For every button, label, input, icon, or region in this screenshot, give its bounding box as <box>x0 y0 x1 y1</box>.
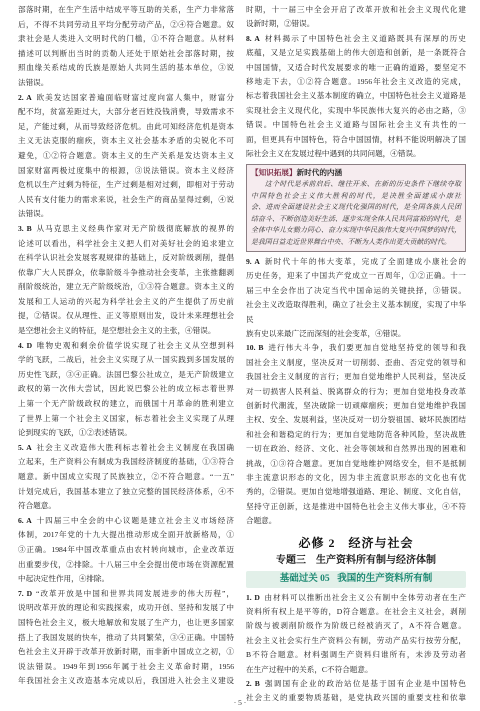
text-line: 届三中全会作出了决定当代中国命运的关键抉择，③错误。 <box>246 285 466 295</box>
answer-text: “改革开放是中国和世界共同发展进步的伟大历程”， <box>35 588 234 598</box>
text-line: 危机以生产过剩为特征，生产过剩是相对过剩，即相对于劳动 <box>18 180 234 190</box>
answers-top <box>246 3 466 161</box>
text-line: 题意。新中国成立实现了民族独立，②不符合题意。“一五” <box>18 472 234 481</box>
answers-bottom <box>246 591 466 706</box>
answer-item <box>246 341 466 528</box>
answer-label: 4. D <box>18 340 33 350</box>
answer-label: 5. A <box>18 442 32 452</box>
text-line: 描述可以判断出当时的贡勒人还处于原始社会部落时期，按 <box>18 48 234 58</box>
text-line: ③正确。1984年中国改革重点由农村转向城市，企业改革迈 <box>18 544 234 554</box>
knowledge-box-line: 会、进而全面建设社会主义现代化强国的时代，是全国各族人民团 <box>251 204 461 212</box>
text-line: 说法错误。1949年到1956年属于社会主义革命时期，1956 <box>18 661 234 671</box>
answer-item <box>18 587 234 689</box>
knowledge-box-body <box>251 179 461 247</box>
knowledge-box-line: 中国特色社会主义伟大胜利的时代，是决胜全面建成小康社 <box>251 192 461 200</box>
answer-label: 3. B <box>18 223 32 233</box>
text-line <box>18 441 234 456</box>
knowledge-box-line: 结奋斗、不断创造美好生活、逐步实现全体人民共同富裕的时代，是 <box>251 215 461 223</box>
text-line: 年我国社会主义改造基本完成以后，我国进入社会主义建设 <box>18 676 234 686</box>
text-line: 标志着我国社会主义基本制度的确立，中国特色社会主义道路是 <box>246 91 466 101</box>
text-line: 搭上了我国发展的快车，推动了共同繁荣，③④正确。中国特 <box>18 632 234 642</box>
text-line: 提，②错误。仅从理性、正义等原则出发，设计未来理想社会 <box>18 311 234 321</box>
text-line <box>246 677 466 691</box>
text-line: 在科学认识社会发展客观规律的基础上，反对阶级剥削，提倡 <box>18 253 234 263</box>
text-line: 国特色社会主义，极大地解放和发展了生产力，也让更多国家 <box>18 617 234 627</box>
answer-item-continued <box>246 3 466 32</box>
text-line: 色社会主义开辟于改革开放新时期，而非新中国成立之初，① <box>18 647 234 657</box>
answer-label: 2. B <box>246 679 260 689</box>
text-line: 秀的，②错误。更加自觉地增强道路、理论、制度、文化自信， <box>246 487 466 497</box>
answer-label: 7. D <box>18 588 33 598</box>
knowledge-box-line: 是我国日益走近世界舞台中央、不断为人类作出更大贡献的时代。 <box>251 238 451 246</box>
knowledge-box-tag: 【知识拓展】 <box>251 168 297 178</box>
text-line: 阶级与被剥削阶级作为阶级已经被消灭了，A不符合题意。 <box>246 621 466 631</box>
text-line: 计划完成后，我国基本建立了独立完整的国民经济体系，④不 <box>18 486 234 496</box>
answer-item <box>18 339 234 441</box>
text-line: 部落时期，在生产生活中结成平等互助的关系，生产力非常落 <box>18 5 234 14</box>
text-line: 坚持守正创新，这是推进中国特色社会主义伟大事业，④不符 <box>246 501 466 511</box>
answer-item <box>246 255 466 341</box>
text-line: 中起决定性作用，④排除。 <box>18 574 110 584</box>
answer-text: 由材料可以推断出社会主义公有制中全体劳动者在生产 <box>263 592 467 602</box>
text-line: 说明改革开放的理论和实践探索，成功开创、坚持和发展了中 <box>18 603 234 613</box>
answers-middle <box>246 255 466 529</box>
section-heading <box>246 571 466 588</box>
text-line: 设新时期，②错误。 <box>246 19 315 29</box>
text-line: 在生产过程中的关系，C不符合题意。 <box>246 664 373 674</box>
text-line: 配不均，贫富差距过大，大部分老百姓没钱消费，导致需求不 <box>18 107 234 117</box>
answer-item <box>18 91 234 222</box>
text-line: 国家财富两极过度集中的根源，③说法错误。资本主义经济 <box>18 165 234 175</box>
text-line: B不符合题意。材料强调生产资料归谁所有，未涉及劳动者 <box>246 650 466 660</box>
text-line: 历史性飞跃，③④正确。法国巴黎公社成立，是无产阶级建立 <box>18 369 234 379</box>
text-line: 学的飞跃，二战后，社会主义实现了从一国实践到多国发展的 <box>18 355 234 365</box>
text-line: 法错误。 <box>18 209 49 219</box>
text-line <box>18 514 234 529</box>
text-line: 社会主义社会实行生产资料公有制，劳动产品实行按劳分配， <box>246 635 466 645</box>
text-line <box>18 222 234 237</box>
knowledge-box-line: 全体中华儿女勠力同心、奋力实现中华民族伟大复兴中国梦的时代， <box>251 227 461 235</box>
answer-text: 新时代十年的伟大变革，完成了全面建成小康社会的 <box>263 256 466 266</box>
text-line: 际社会主义在发展过程中遇到的共同问题，④错误。 <box>246 149 421 159</box>
text-line: 一切在政治、经济、文化、社会等领域和自然界出现的困难和 <box>246 444 466 454</box>
text-line: 和社会和谐稳定的行为；更加自觉地防范各种风险，坚决战胜 <box>246 429 466 439</box>
answer-text: 欧美发达国家普遍面临财富过度向富人集中，财富分 <box>35 92 234 102</box>
text-line: 立起来，生产资料公有制成为我国经济制度的基础，①③符合 <box>18 457 234 467</box>
left-column <box>18 3 234 689</box>
text-line: 法错误。 <box>18 77 49 87</box>
answer-text: 从马克思主义经典作家对无产阶级彻底解放的视界的 <box>35 223 234 233</box>
knowledge-box-header <box>251 167 461 179</box>
text-line: 主义无法克服的痼疾，资本主义社会基本矛盾的尖锐化不可 <box>18 136 234 146</box>
text-line: 论到现实的飞跃，①②表述错误。 <box>18 428 132 438</box>
text-line: 足，产能过剩，从而导致经济危机。由此可知经济危机是资本 <box>18 121 234 131</box>
answer-text: 进行伟大斗争，我们要更加自觉地坚持党的领导和我 <box>267 343 466 353</box>
text-line: 创新时代潮流，坚决破除一切顽瘴痼疾；更加自觉地维护我国 <box>246 400 466 410</box>
section-title: 我国的生产资料所有制 <box>337 573 433 584</box>
text-line: 挑战，①③符合题意。更加自觉地维护网络安全，但不是抵制 <box>246 458 466 468</box>
answer-text: 材料揭示了中国特色社会主义道路既具有深厚的历史 <box>263 33 466 43</box>
text-line: 主权、安全、发展利益，坚决反对一切分裂祖国、破坏民族团结 <box>246 415 466 425</box>
text-line: 论述可以看出，科学社会主义把人们对美好社会的追求建立 <box>18 238 234 248</box>
text-line: 合题意。 <box>246 516 277 526</box>
text-line: 出重要步伐，②排除。十八届三中全会提出使市场在资源配置 <box>18 559 234 569</box>
text-line: 后，不得不共同劳动且平均分配劳动产品，②④符合题意。奴 <box>18 19 234 29</box>
text-line: 资料所有权上是平等的，D符合题意。在社会主义社会，剥削 <box>246 607 466 617</box>
answer-label: 6. A <box>18 515 32 525</box>
page-number: · 5 · <box>233 698 247 707</box>
text-line: 发展和工人运动的兴起为科学社会主义的产生提供了历史前 <box>18 296 234 306</box>
answer-label: 10. B <box>246 343 264 353</box>
knowledge-box <box>246 164 466 251</box>
text-line: 照血缘关系结成的氏族是原始人共同生活的基本单位，③说 <box>18 63 234 73</box>
text-line: 依靠广大人民群众，依靠阶级斗争推动社会变革，主张推翻剥 <box>18 267 234 277</box>
text-line: 对一切损害人民利益、脱离群众的行为；更加自觉地投身改革 <box>246 386 466 396</box>
answer-item <box>18 441 234 514</box>
text-line <box>18 587 234 602</box>
text-line: 隶社会是人类进入文明时代的门槛，①不符合题意。从材料 <box>18 34 234 44</box>
text-line <box>246 341 466 355</box>
answer-text: 唯物史观和剩余价值学说实现了社会主义从空想到科 <box>35 340 235 350</box>
text-line: 社会主义改造取得胜利，确立了社会主义基本制度，实现了中华民 <box>246 300 466 324</box>
answer-item <box>18 514 234 587</box>
text-line: 人民有支付能力的需求来说，社会生产的商品显得过剩，④说 <box>18 194 234 204</box>
answer-label: 2. A <box>18 92 32 102</box>
text-line: 中国国情，又适合时代发展要求的唯一正确的道路，要坚定不 <box>246 62 466 72</box>
knowledge-box-line: 这个时代是承前启后、继往开来、在新的历史条件下继续夺取 <box>264 181 461 189</box>
text-line <box>246 32 466 46</box>
text-line: 我国社会主义制度的言行；更加自觉地维护人民利益，坚决反 <box>246 372 466 382</box>
text-line: 族有史以来最广泛而深刻的社会变革，④错误。 <box>246 328 406 338</box>
text-line: 削阶级统治，建立无产阶级统治，①③符合题意。资本主义的 <box>18 282 234 292</box>
answer-item <box>246 591 466 677</box>
text-line <box>18 91 234 106</box>
text-line: 国社会主义制度，坚决反对一切削弱、歪曲、否定党的领导和 <box>246 357 466 367</box>
text-line: 体制，2017年党的十九大提出推动形成全面开放新格局，① <box>18 530 234 540</box>
text-line: 非主流意识形态的文化，因为非主流意识形态的文化也有优 <box>246 473 466 482</box>
answer-item <box>246 32 466 162</box>
text-line <box>18 339 234 354</box>
text-line: 历史任务，迎来了中国共产党成立一百周年，①②正确。十一 <box>246 271 466 281</box>
text-line <box>246 591 466 605</box>
answer-text: 十四届三中全会的中心议题是建立社会主义市场经济 <box>35 515 234 525</box>
text-line: 上第一个无产阶级政权的建立，而俄国十月革命的胜利建立 <box>18 399 234 409</box>
text-line: 社会主义的重要物质基础，是党执政兴国的重要支柱和依靠 <box>246 693 466 703</box>
answer-item <box>18 222 234 339</box>
answer-label: 1. D <box>246 592 260 602</box>
text-line: 了世界上第一个社会主义国家，标志着社会主义实现了从理 <box>18 413 234 423</box>
answer-label: 9. A <box>246 256 260 266</box>
text-line: 面，但更具有中国特色，符合中国国情，材料不能说明解决了国 <box>246 134 466 144</box>
text-line <box>246 255 466 269</box>
text-line: 政权的第一次伟大尝试，因此说巴黎公社的成立标志着世界 <box>18 384 234 394</box>
text-line: 错误。中国特色社会主义道路与国际社会主义有共性的一 <box>246 120 466 130</box>
text-line: 避免，①②符合题意。资本主义的生产关系是发达资本主义 <box>18 150 234 160</box>
right-column <box>246 3 466 706</box>
text-line: 时期，十一届三中全会开启了改革开放和社会主义现代化建 <box>246 5 466 14</box>
text-line: 移地走下去，①②符合题意。1956年社会主义改造的完成， <box>246 77 466 87</box>
text-line: 符合题意。 <box>18 501 56 511</box>
text-line: 实现社会主义现代化，实现中华民族伟大复兴的必由之路，③ <box>246 105 466 115</box>
answer-label: 8. A <box>246 33 260 43</box>
answer-text: 社会主义改造伟大胜利标志着社会主义制度在我国确 <box>35 442 234 452</box>
knowledge-box-title: 新时代的内涵 <box>296 168 343 178</box>
module-title: 必修 2 经济与社会 <box>298 535 414 550</box>
text-line: 底蕴，又是立足实践基础上的伟大创造和创新，是一条既符合 <box>246 48 466 58</box>
section-tag: 基础过关 05 <box>279 573 330 584</box>
topic-title: 专题三 生产资料所有制与经济体制 <box>276 554 436 566</box>
text-line: 是空想社会主义的特征，是空想社会主义的主张，④错误。 <box>18 326 216 336</box>
answer-text: 强调国有企业的政治站位是基于国有企业是中国特色 <box>263 679 466 689</box>
answer-item-continued <box>18 3 234 91</box>
